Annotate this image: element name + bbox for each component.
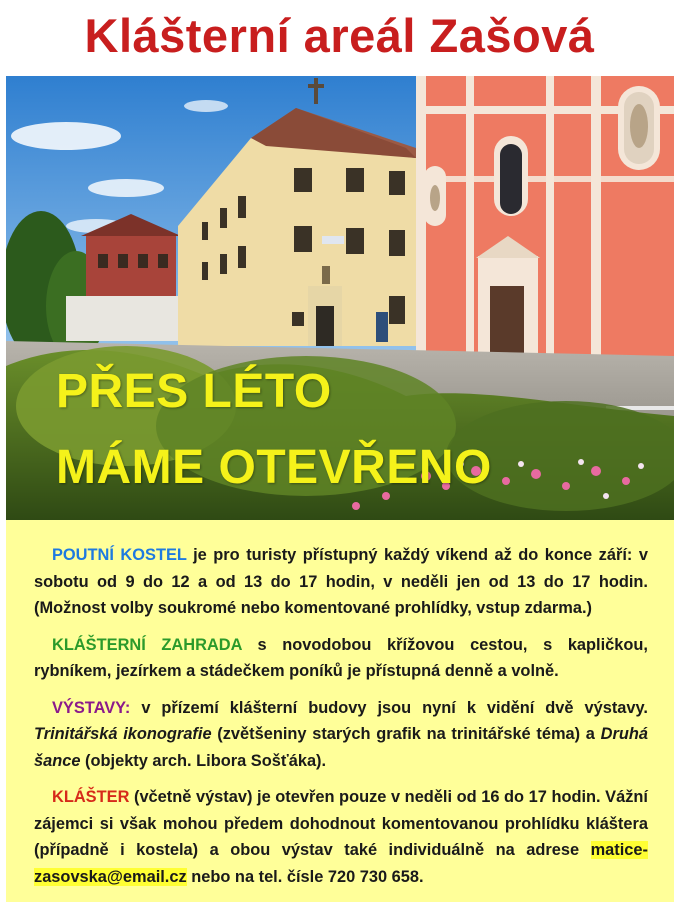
headline-line-1: PŘES LÉTO [56, 365, 332, 418]
klaster-text-2: nebo na tel. čísle 720 730 658. [186, 867, 424, 886]
keyword-klaster: KLÁŠTER [52, 788, 130, 806]
page-title: Klášterní areál Zašová [84, 9, 595, 62]
headline-line-2: MÁME OTEVŘENO [56, 441, 492, 494]
vystavy-text-3: (objekty arch. Libora Sošťáka). [80, 751, 327, 770]
paragraph-klaster [34, 784, 648, 890]
paragraph-kostel [34, 542, 648, 622]
paragraph-zahrada [34, 632, 648, 685]
email-link[interactable]: matice-zasovska@email.cz [34, 841, 648, 886]
info-box [6, 520, 674, 902]
vystavy-text-2: (zvětšeniny starých grafik na trinitářské téma) a [211, 725, 601, 743]
klaster-text-1: (včetně výstav) je otevřen pouze v neděli od 16 do 17 hodin. Vážní zájemci si však mohou předem dohodnout komentovanou prohlídku kláštera (případně i kostela) a obou výstav také individuálně na adrese [34, 788, 648, 859]
vystavy-text-1: v přízemí klášterní budovy jsou nyní k vidění dvě výstavy. [130, 698, 648, 717]
keyword-zahrada: KLÁŠTERNÍ ZAHRADA [52, 635, 242, 654]
exhibition-title-2: Druhá šance [34, 725, 648, 770]
keyword-kostel: POUTNÍ KOSTEL [52, 546, 187, 564]
kostel-text: je pro turisty přístupný každý víkend až do konce září: v sobotu od 9 do 12 a od 13 do 17 hodin, v neděli jen od 13 do 17 hodin. (Možnost volby soukromé nebo komentované prohlídky, vstup zdarma.) [34, 546, 648, 617]
paragraph-vystavy [34, 695, 648, 775]
zahrada-text: s novodobou křížovou cestou, s kapličkou, rybníkem, jezírkem a stádečkem poníků je přístupná denně a volně. [34, 635, 648, 680]
keyword-vystavy: VÝSTAVY: [52, 698, 131, 717]
exhibition-title-1: Trinitářská ikonografie [34, 725, 212, 743]
